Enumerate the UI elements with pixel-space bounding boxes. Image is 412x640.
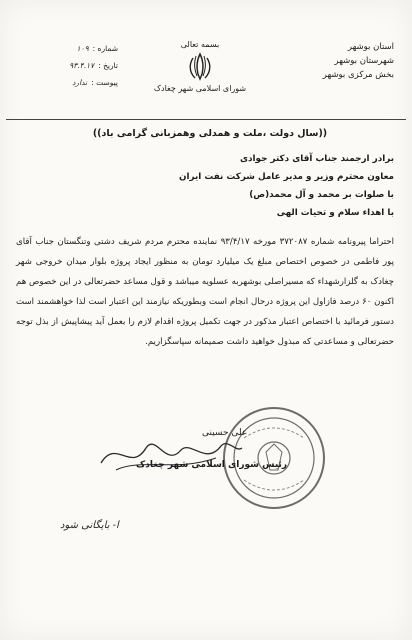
org-county: شهرستان بوشهر xyxy=(334,56,394,66)
meta-number-row xyxy=(18,40,118,57)
attach-value: ندارد xyxy=(72,78,88,87)
meta-block xyxy=(18,40,118,91)
signatory-name: علی حسینی xyxy=(202,428,248,438)
org-district: بخش مرکزی بوشهر xyxy=(322,70,394,80)
header-divider xyxy=(6,119,406,120)
number-label: شماره : xyxy=(92,44,118,53)
salutation-salawat: با صلوات بر محمد و آل محمد(ص) xyxy=(249,190,394,200)
salutation-greeting: با اهداء سلام و تحیات الهی xyxy=(276,208,394,218)
recipient-title: معاون محترم وزیر و مدیر عامل شرکت نفت ایران xyxy=(179,172,394,182)
date-label: تاریخ : xyxy=(98,61,118,70)
meta-date-row xyxy=(18,57,118,74)
iran-emblem-icon xyxy=(187,52,213,82)
council-name: شورای اسلامی شهر چغادک xyxy=(153,84,247,93)
slogan: ((سال دولت ،ملت و همدلی وهمزبانی گرامی باد)) xyxy=(92,128,328,139)
letter-body: احتراما پیرونامه شماره ۳۷۲۰۸۷ مورخه ۹۳/۴/۱۷ نماینده محترم مردم شریف دشتی وتنگستان جناب آقای پور فاطمی در خصوص اختصاص مبلغ یک میلیارد تومان به منظور ایجاد پروژه بلوار میدان خروجی شهر چغادک به گلزارشهداء که مسیراصلی بوشهربه عسلویه میباشد و قول مساعد حضرتعالی در این خصوص هم اکنون ۶۰ درصد فازاول این پروژه درحال انجام است وبطوریکه نیازمند این اعتبار است لذا خواهشمند است دستور فرمائید با اختصاص اعتبار مذکور در جهت تکمیل پروژه اقدام لازم را بعمل آید پیشاپیش از بذل توجه حضرتعالی و مساعدتی که مبذول خواهید داشت صمیمانه سپاسگزاریم. xyxy=(16,237,395,347)
basmala: بسمه تعالی xyxy=(180,40,220,49)
filing-note: ا- بایگانی شود xyxy=(60,520,119,531)
letterhead-center xyxy=(140,40,260,93)
org-province: استان بوشهر xyxy=(347,42,394,52)
recipient-name: برادر ارجمند جناب آقای دکتر جوادی xyxy=(239,154,394,164)
meta-attach-row xyxy=(18,74,118,91)
attach-label: پیوست : xyxy=(91,78,118,87)
date-value: ۹۳.۴.۱۷ xyxy=(69,61,95,70)
org-block xyxy=(323,40,394,82)
signatory-title: رئیس شورای اسلامی شهر چغادک xyxy=(136,460,288,470)
signature-block xyxy=(96,398,346,528)
number-value: ۱۰۹ xyxy=(76,44,89,53)
